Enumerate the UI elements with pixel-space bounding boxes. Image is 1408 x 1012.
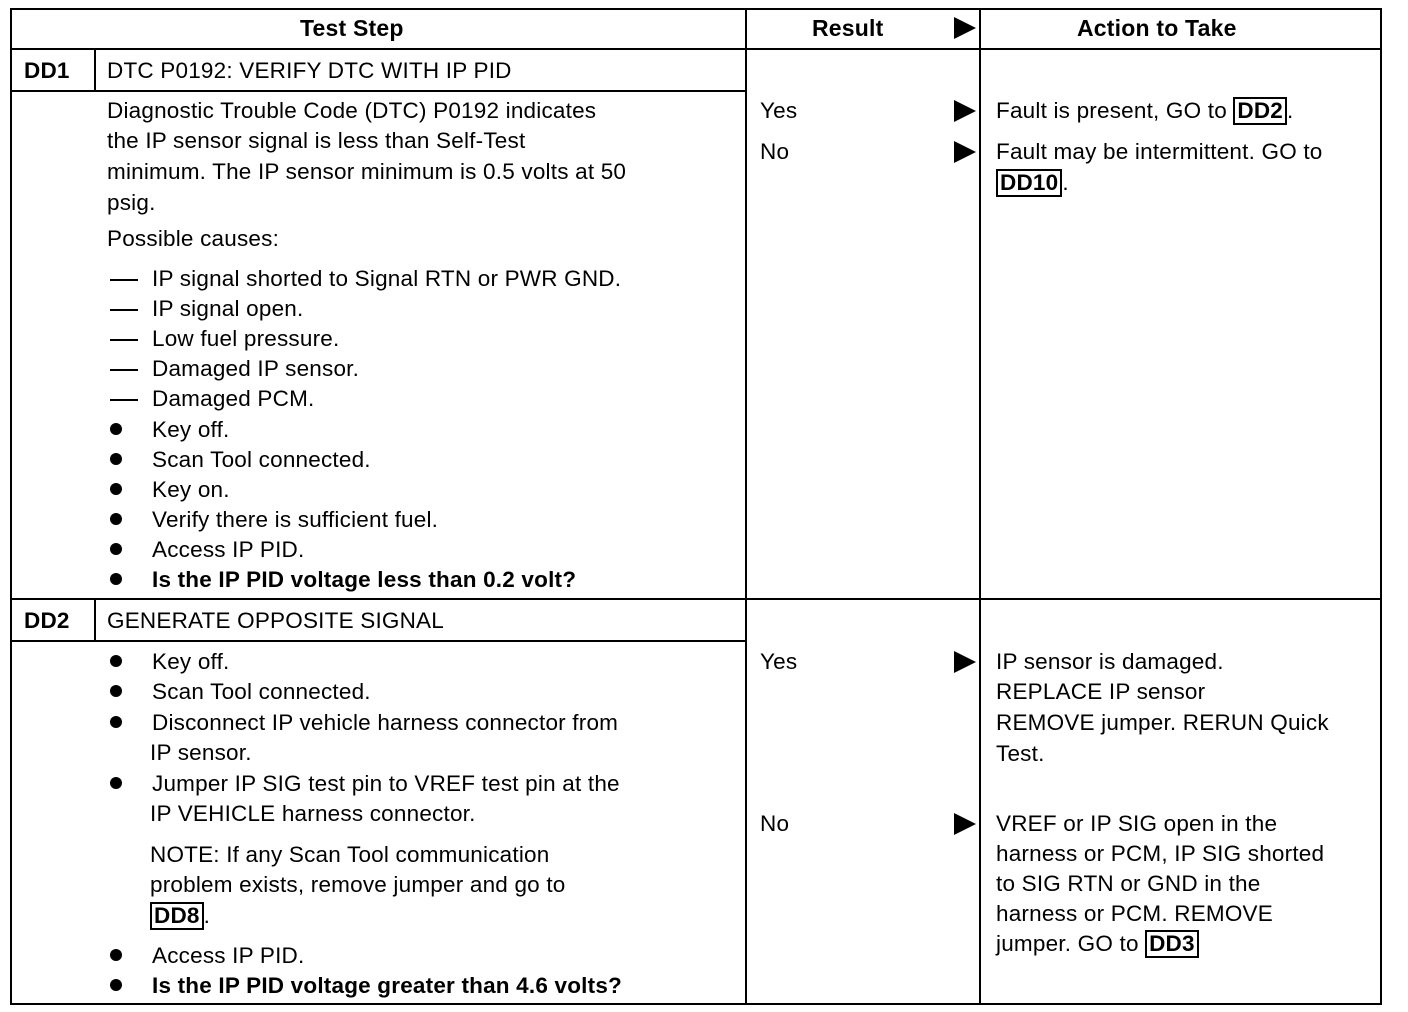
action-no-dd2-line: VREF or IP SIG open in the [996, 811, 1278, 836]
action-no-dd2-line: harness or PCM. REMOVE [996, 901, 1273, 926]
dd1-description-line: minimum. The IP sensor minimum is 0.5 volts at 50 [107, 159, 627, 184]
action-no-dd2-line: to SIG RTN or GND in the [996, 871, 1261, 896]
step-code-dd2: DD2 [24, 608, 70, 633]
dash-icon [110, 309, 138, 311]
dd2-title-divider [10, 640, 747, 642]
step-bullet: Access IP PID. [110, 941, 304, 971]
note-line: problem exists, remove jumper and go to [150, 872, 566, 897]
step-bullet: Verify there is sufficient fuel. [110, 505, 438, 535]
header-test-step: Test Step [300, 15, 404, 41]
dash-icon [110, 339, 138, 341]
cause-item: Damaged IP sensor. [110, 354, 359, 384]
goto-ref-dd3[interactable]: DD3 [1145, 930, 1199, 958]
action-yes-dd1: Fault is present, GO to DD2 . [996, 98, 1294, 123]
bullet-icon [110, 685, 122, 697]
bullet-icon [110, 777, 122, 789]
bullet-icon [110, 513, 122, 525]
step-bullet-continuation: IP VEHICLE harness connector. [150, 801, 476, 826]
cause-item: IP signal open. [110, 294, 303, 324]
result-no-dd2: No [760, 811, 790, 836]
section-divider [10, 598, 1382, 600]
step-bullet: Jumper IP SIG test pin to VREF test pin at the [110, 769, 620, 799]
bullet-icon [110, 573, 122, 585]
action-yes-dd2-line: REMOVE jumper. RERUN Quick [996, 710, 1329, 735]
diagnostic-table [10, 8, 1382, 1005]
dd1-description-line: the IP sensor signal is less than Self-Test [107, 128, 526, 153]
goto-ref-dd10[interactable]: DD10 [996, 169, 1062, 197]
bullet-icon [110, 453, 122, 465]
action-no-dd1-ref-line: DD10 . [996, 168, 1069, 198]
step-title-dd1: DTC P0192: VERIFY DTC WITH IP PID [107, 58, 512, 83]
column-divider-action [979, 8, 981, 1005]
dd1-title-divider [10, 90, 747, 92]
header-action: Action to Take [1077, 15, 1237, 41]
result-arrow-icon [954, 813, 976, 835]
note-line: NOTE: If any Scan Tool communication [150, 842, 550, 867]
code-divider-dd2 [94, 600, 96, 642]
dd1-description-line: Diagnostic Trouble Code (DTC) P0192 indicates [107, 98, 597, 123]
cause-item: Low fuel pressure. [110, 324, 339, 354]
action-no-dd2-line: harness or PCM, IP SIG shorted [996, 841, 1325, 866]
action-no-dd2-ref-line: jumper. GO to DD3 [996, 929, 1199, 959]
step-bullet: Key on. [110, 475, 230, 505]
dd1-description-line: psig. [107, 190, 156, 215]
cause-item: Damaged PCM. [110, 384, 314, 414]
action-yes-dd2-line: REPLACE IP sensor [996, 679, 1206, 704]
bullet-icon [110, 543, 122, 555]
step-bullet: Disconnect IP vehicle harness connector from [110, 708, 618, 738]
column-divider-result [745, 8, 747, 1005]
result-arrow-icon [954, 100, 976, 122]
step-bullet: Key off. [110, 647, 229, 677]
step-bullet: Scan Tool connected. [110, 677, 371, 707]
bullet-icon [110, 716, 122, 728]
header-result: Result [812, 15, 884, 41]
header-divider [10, 48, 1382, 50]
result-yes-dd1: Yes [760, 98, 798, 123]
dash-icon [110, 369, 138, 371]
dash-icon [110, 399, 138, 401]
result-arrow-icon [954, 651, 976, 673]
step-question-dd2: Is the IP PID voltage greater than 4.6 volts? [110, 971, 622, 1001]
bullet-icon [110, 483, 122, 495]
result-arrow-icon [954, 17, 976, 39]
goto-ref-dd2[interactable]: DD2 [1233, 97, 1287, 125]
dash-icon [110, 279, 138, 281]
note-ref-line: DD8 . [150, 901, 210, 931]
step-title-dd2: GENERATE OPPOSITE SIGNAL [107, 608, 444, 633]
action-yes-dd2-line: IP sensor is damaged. [996, 649, 1224, 674]
result-no-dd1: No [760, 139, 790, 164]
step-question-dd1: Is the IP PID voltage less than 0.2 volt? [110, 565, 576, 595]
bullet-icon [110, 979, 122, 991]
goto-ref-dd8[interactable]: DD8 [150, 902, 204, 930]
result-arrow-icon [954, 141, 976, 163]
bullet-icon [110, 949, 122, 961]
step-bullet: Scan Tool connected. [110, 445, 371, 475]
step-code-dd1: DD1 [24, 58, 70, 83]
action-yes-dd2-line: Test. [996, 741, 1045, 766]
bullet-icon [110, 655, 122, 667]
step-bullet: Key off. [110, 415, 229, 445]
step-bullet-continuation: IP sensor. [150, 740, 252, 765]
cause-item: IP signal shorted to Signal RTN or PWR GND. [110, 264, 621, 294]
step-bullet: Access IP PID. [110, 535, 304, 565]
bullet-icon [110, 423, 122, 435]
possible-causes-label: Possible causes: [107, 226, 280, 251]
code-divider-dd1 [94, 50, 96, 92]
action-no-dd1-line: Fault may be intermittent. GO to [996, 139, 1323, 164]
result-yes-dd2: Yes [760, 649, 798, 674]
